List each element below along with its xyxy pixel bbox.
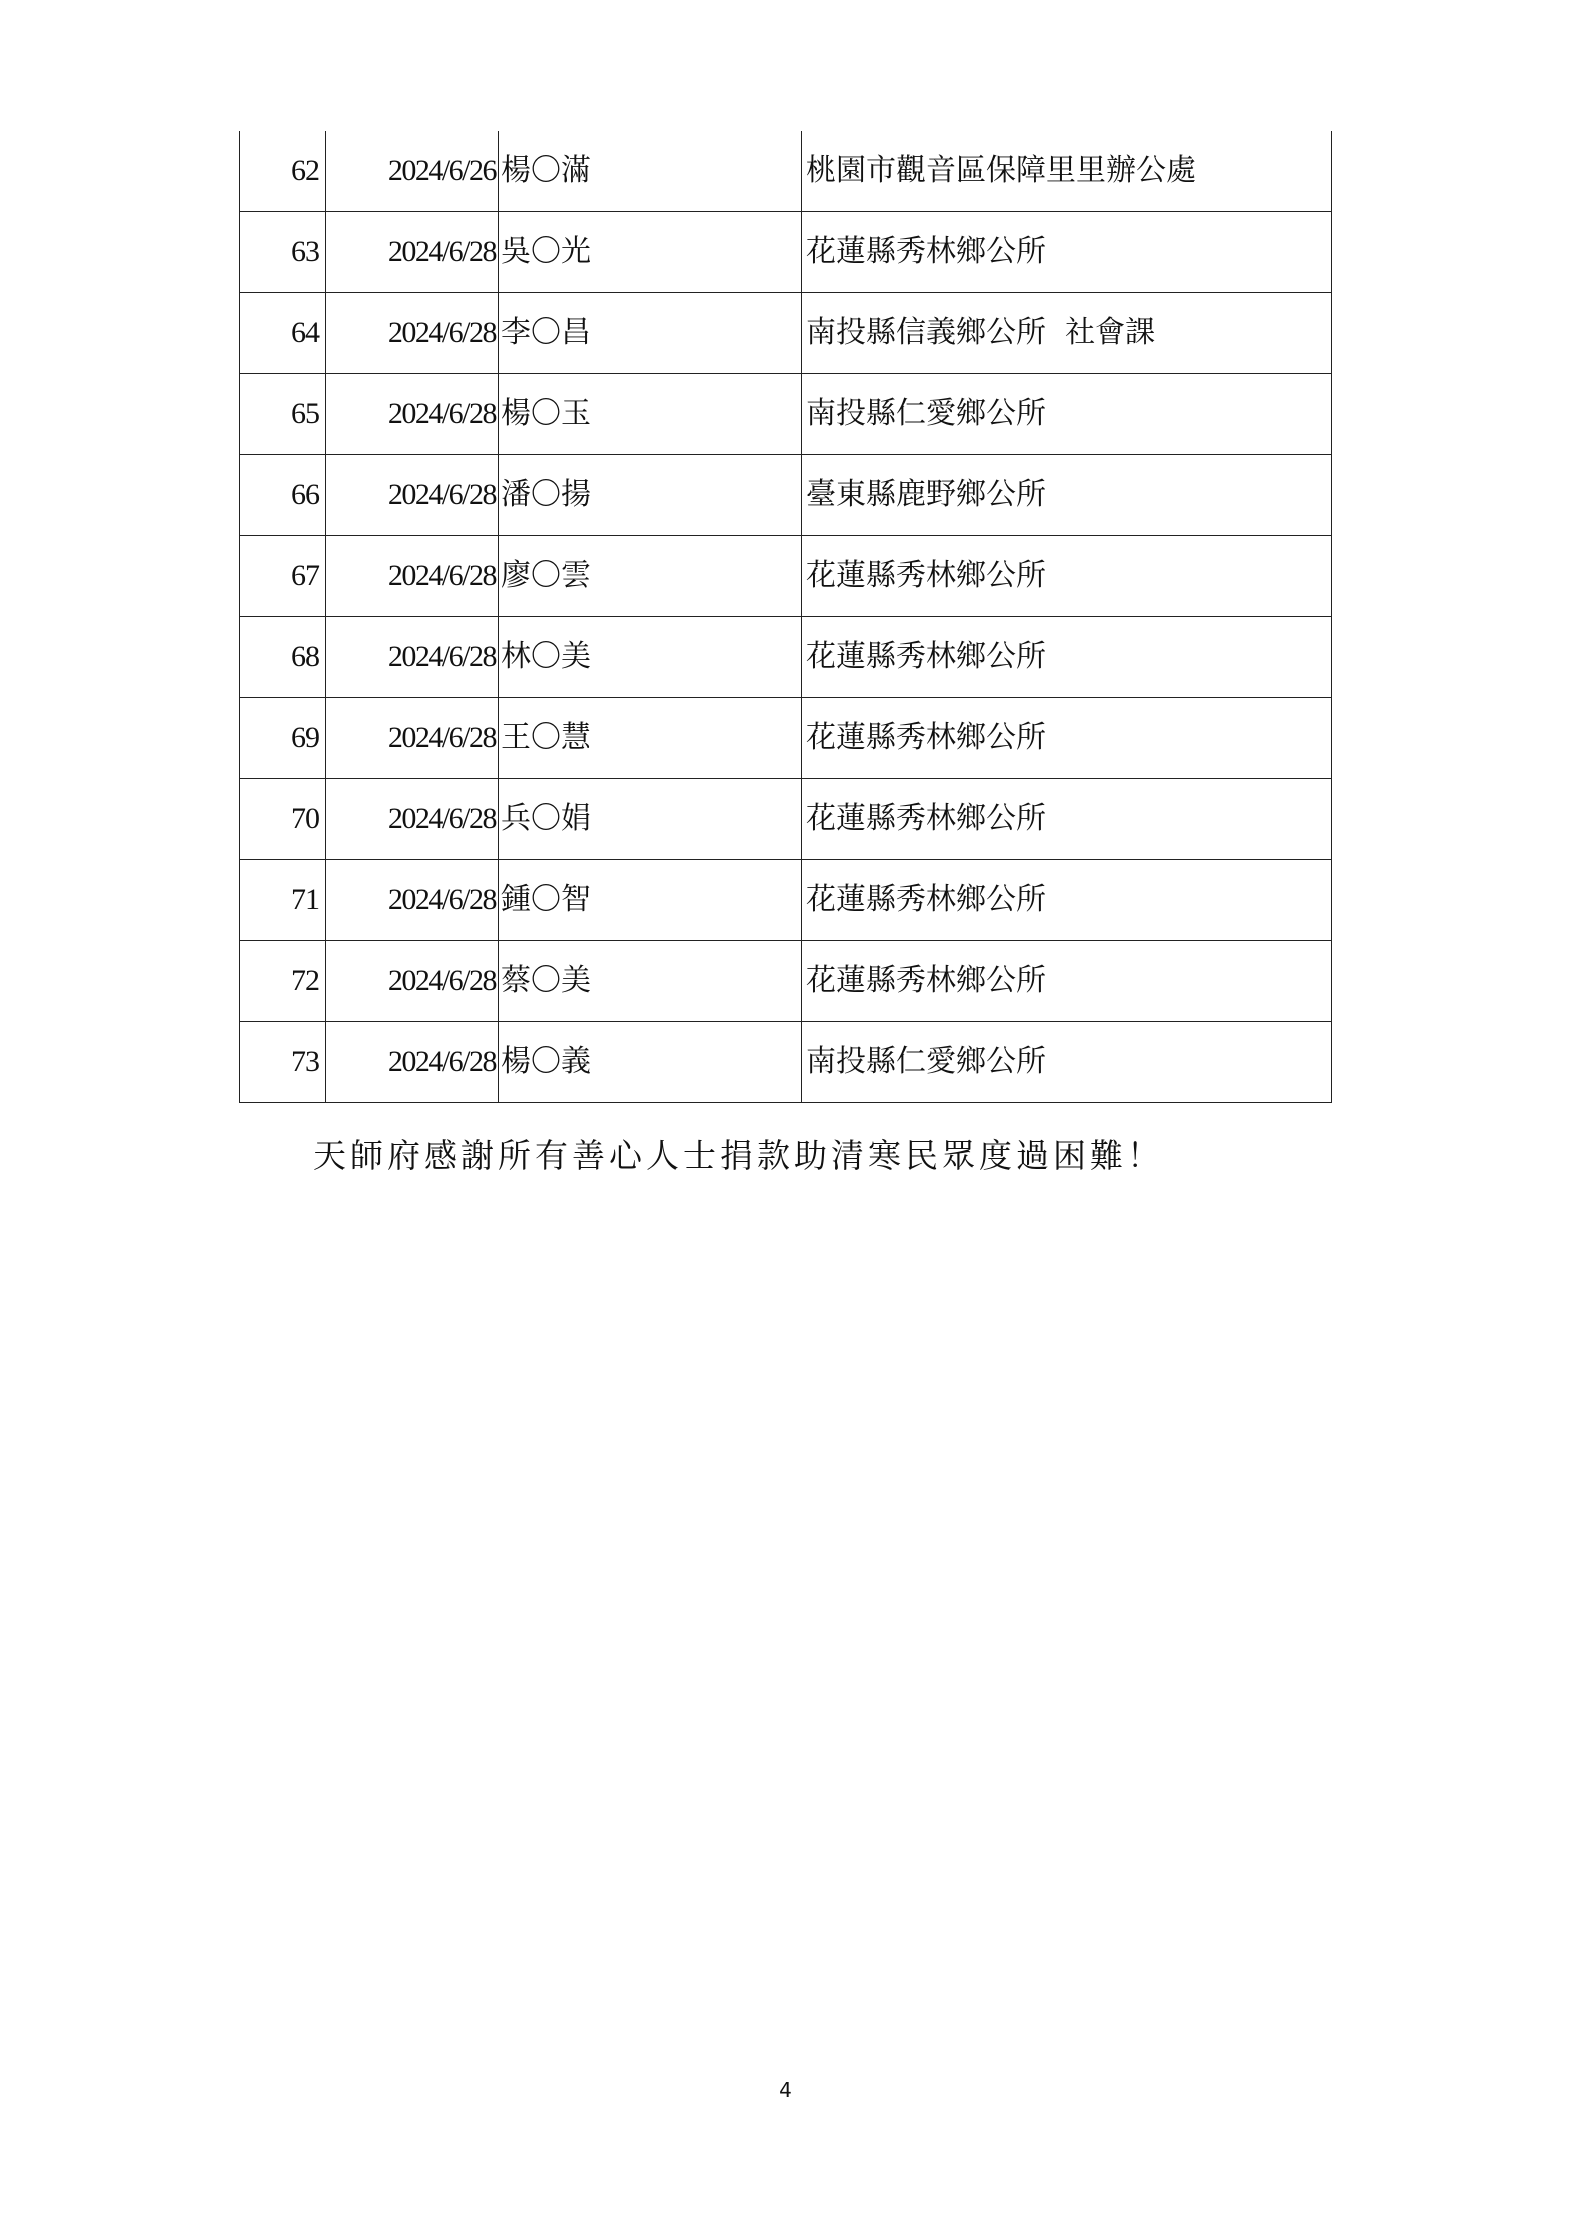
row-donor-name: 楊〇玉 bbox=[499, 374, 802, 455]
table-row bbox=[240, 941, 1332, 1022]
row-organization: 臺東縣鹿野鄉公所 bbox=[802, 455, 1332, 536]
row-number: 65 bbox=[240, 374, 326, 455]
row-organization: 南投縣仁愛鄉公所 bbox=[802, 374, 1332, 455]
row-organization: 南投縣信義鄉公所 社會課 bbox=[802, 293, 1332, 374]
row-organization: 花蓮縣秀林鄉公所 bbox=[802, 941, 1332, 1022]
row-organization: 花蓮縣秀林鄉公所 bbox=[802, 860, 1332, 941]
row-date: 2024/6/26 bbox=[326, 131, 499, 212]
row-number: 62 bbox=[240, 131, 326, 212]
row-number: 64 bbox=[240, 293, 326, 374]
row-date: 2024/6/28 bbox=[326, 941, 499, 1022]
row-number: 73 bbox=[240, 1022, 326, 1103]
donation-table bbox=[239, 131, 1332, 1103]
row-donor-name: 兵〇娟 bbox=[499, 779, 802, 860]
table-row bbox=[240, 293, 1332, 374]
row-date: 2024/6/28 bbox=[326, 536, 499, 617]
row-date: 2024/6/28 bbox=[326, 779, 499, 860]
table-row bbox=[240, 212, 1332, 293]
row-organization: 花蓮縣秀林鄉公所 bbox=[802, 212, 1332, 293]
row-number: 69 bbox=[240, 698, 326, 779]
row-donor-name: 王〇慧 bbox=[499, 698, 802, 779]
row-number: 66 bbox=[240, 455, 326, 536]
row-donor-name: 楊〇滿 bbox=[499, 131, 802, 212]
table-row bbox=[240, 374, 1332, 455]
row-date: 2024/6/28 bbox=[326, 374, 499, 455]
row-donor-name: 潘〇揚 bbox=[499, 455, 802, 536]
row-number: 72 bbox=[240, 941, 326, 1022]
table-row bbox=[240, 536, 1332, 617]
row-number: 68 bbox=[240, 617, 326, 698]
table-row bbox=[240, 779, 1332, 860]
table-row bbox=[240, 698, 1332, 779]
row-donor-name: 楊〇義 bbox=[499, 1022, 802, 1103]
donation-table-body bbox=[240, 131, 1332, 1103]
page-number: 4 bbox=[779, 2078, 792, 2102]
row-organization: 桃園市觀音區保障里里辦公處 bbox=[802, 131, 1332, 212]
row-donor-name: 廖〇雲 bbox=[499, 536, 802, 617]
row-date: 2024/6/28 bbox=[326, 1022, 499, 1103]
row-donor-name: 李〇昌 bbox=[499, 293, 802, 374]
row-date: 2024/6/28 bbox=[326, 455, 499, 536]
row-number: 71 bbox=[240, 860, 326, 941]
table-row bbox=[240, 1022, 1332, 1103]
row-number: 70 bbox=[240, 779, 326, 860]
row-organization: 花蓮縣秀林鄉公所 bbox=[802, 779, 1332, 860]
row-organization: 南投縣仁愛鄉公所 bbox=[802, 1022, 1332, 1103]
row-date: 2024/6/28 bbox=[326, 212, 499, 293]
table-row bbox=[240, 617, 1332, 698]
table-row bbox=[240, 455, 1332, 536]
thanks-message: 天師府感謝所有善心人士捐款助清寒民眾度過困難！ bbox=[313, 1136, 1164, 1175]
row-date: 2024/6/28 bbox=[326, 293, 499, 374]
row-donor-name: 蔡〇美 bbox=[499, 941, 802, 1022]
row-organization: 花蓮縣秀林鄉公所 bbox=[802, 536, 1332, 617]
row-donor-name: 吳〇光 bbox=[499, 212, 802, 293]
row-date: 2024/6/28 bbox=[326, 617, 499, 698]
table-row bbox=[240, 860, 1332, 941]
row-number: 67 bbox=[240, 536, 326, 617]
row-organization: 花蓮縣秀林鄉公所 bbox=[802, 617, 1332, 698]
row-number: 63 bbox=[240, 212, 326, 293]
row-donor-name: 林〇美 bbox=[499, 617, 802, 698]
row-date: 2024/6/28 bbox=[326, 698, 499, 779]
row-organization: 花蓮縣秀林鄉公所 bbox=[802, 698, 1332, 779]
row-date: 2024/6/28 bbox=[326, 860, 499, 941]
table-row bbox=[240, 131, 1332, 212]
row-donor-name: 鍾〇智 bbox=[499, 860, 802, 941]
